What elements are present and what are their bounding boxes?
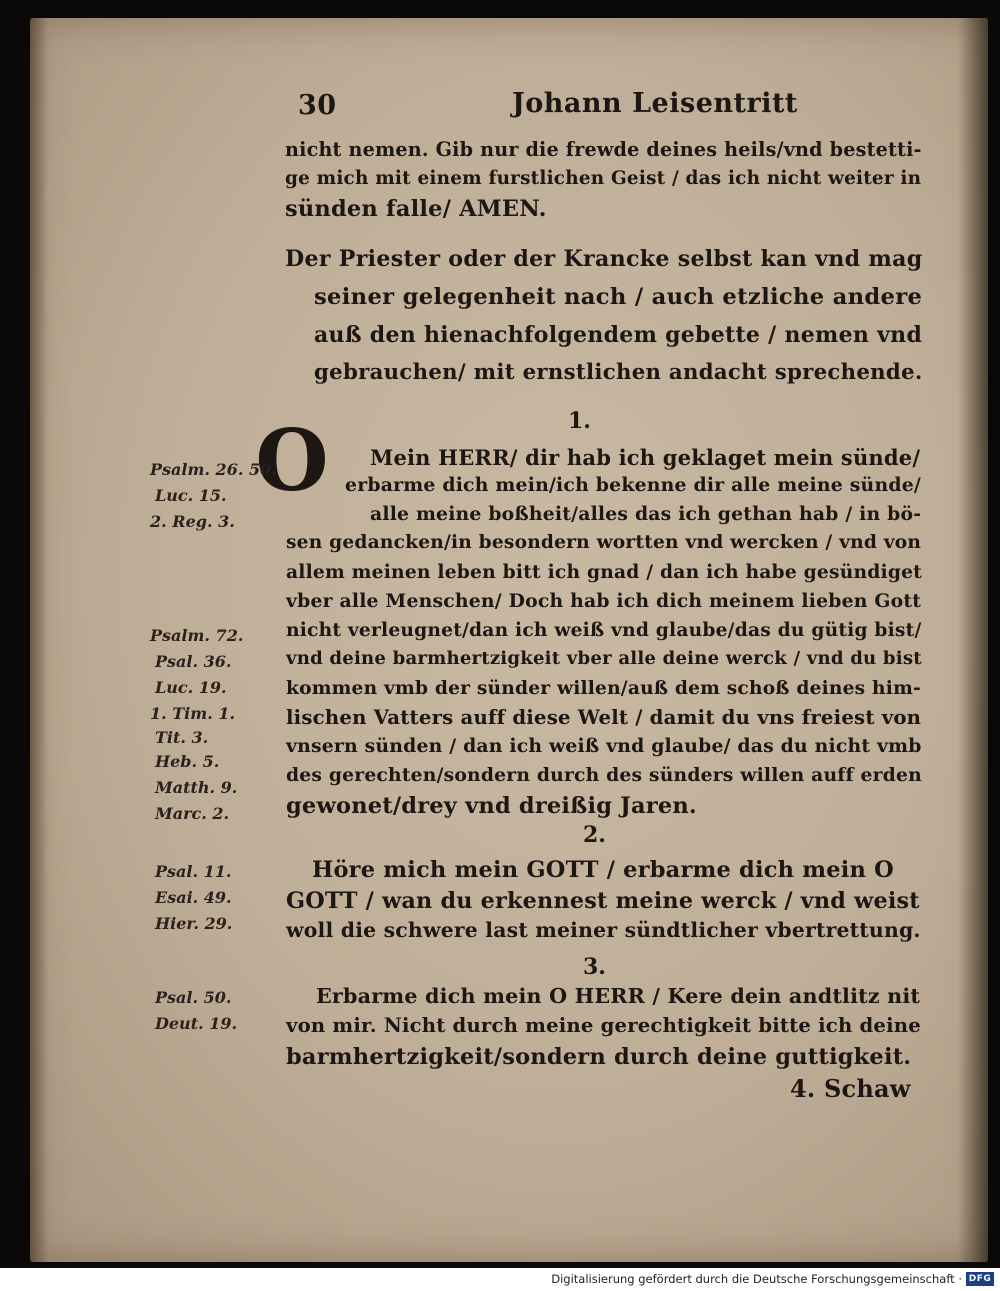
- rubric-line: gebrauchen/ mit ernstlichen andacht sprechende.: [314, 360, 923, 385]
- section1-line: vnd deine barmhertzigkeit vber alle deine werck / vnd du bist: [286, 648, 922, 669]
- section1-line: gewonet/drey vnd dreißig Jaren.: [286, 793, 697, 819]
- page-gutter-shadow: [30, 18, 48, 1262]
- section1-line: alle meine boßheit/alles das ich gethan hab / in bö-: [370, 503, 922, 525]
- section-number: 1.: [568, 408, 591, 434]
- marginal-reference: Marc. 2.: [155, 804, 230, 823]
- marginal-reference: Psalm. 26. 50.: [150, 460, 277, 479]
- marginal-reference: Esai. 49.: [155, 888, 232, 907]
- intro-line: sünden falle/ AMEN.: [285, 196, 547, 222]
- section2-line: GOTT / wan du erkennest meine werck / vnd weist: [286, 888, 920, 914]
- section2-line: Höre mich mein GOTT / erbarme dich mein O: [312, 857, 894, 883]
- section3-line: Erbarme dich mein O HERR / Kere dein andtlitz nit: [316, 984, 921, 1008]
- marginal-reference: 2. Reg. 3.: [150, 512, 235, 531]
- marginal-reference: Psal. 11.: [155, 862, 232, 881]
- rubric-line: Der Priester oder der Krancke selbst kan vnd mag: [285, 246, 923, 272]
- marginal-reference: Psal. 36.: [155, 652, 232, 671]
- section3-line: barmhertzigkeit/sondern durch deine guttigkeit.: [286, 1044, 912, 1070]
- marginal-reference: Tit. 3.: [155, 728, 209, 747]
- marginal-reference: Deut. 19.: [155, 1014, 238, 1033]
- marginal-reference: 1. Tim. 1.: [150, 704, 236, 723]
- section1-line: kommen vmb der sünder willen/auß dem schoß deines him-: [286, 677, 921, 699]
- marginal-reference: Matth. 9.: [155, 778, 238, 797]
- marginal-reference: Heb. 5.: [155, 752, 220, 771]
- section3-line: von mir. Nicht durch meine gerechtigkeit bitte ich deine: [286, 1014, 921, 1037]
- section-number: 2.: [583, 822, 606, 848]
- section1-line: vnsern sünden / dan ich weiß vnd glaube/ das du nicht vmb: [286, 735, 922, 757]
- marginal-reference: Luc. 19.: [155, 678, 227, 697]
- page-edge-shadow: [958, 18, 988, 1262]
- intro-line: nicht nemen. Gib nur die frewde deines heils/vnd bestetti-: [285, 138, 922, 161]
- section1-line: vber alle Menschen/ Doch hab ich dich meinem lieben Gott: [286, 590, 922, 612]
- page-number: 30: [298, 90, 337, 121]
- intro-line: ge mich mit einem furstlichen Geist / das ich nicht weiter in: [285, 168, 922, 189]
- marginal-reference: Hier. 29.: [155, 914, 233, 933]
- marginal-reference: Psal. 50.: [155, 988, 232, 1007]
- section1-line: nicht verleugnet/dan ich weiß vnd glaube/das du gütig bist/: [286, 619, 922, 641]
- decorated-initial: O: [255, 411, 329, 510]
- rubric-line: seiner gelegenheit nach / auch etzliche andere: [314, 284, 923, 310]
- rubric-line: auß den hienachfolgendem gebette / nemen vnd: [314, 322, 923, 348]
- section1-line: des gerechten/sondern durch des sünders willen auff erden: [286, 764, 922, 786]
- section1-line: lischen Vatters auff diese Welt / damit du vns freiest von: [286, 706, 922, 729]
- section1-line: Mein HERR/ dir hab ich geklaget mein sünde/: [370, 445, 921, 470]
- running-title: Johann Leisentritt: [512, 88, 798, 119]
- funding-notice: Digitalisierung gefördert durch die Deutsche Forschungsgemeinschaft ·: [551, 1272, 962, 1286]
- marginal-reference: Luc. 15.: [155, 486, 227, 505]
- catchword: 4. Schaw: [790, 1074, 911, 1103]
- section1-line: allem meinen leben bitt ich gnad / dan ich habe gesündiget: [286, 561, 923, 583]
- dfg-logo-icon: DFG: [966, 1272, 994, 1286]
- marginal-reference: Psalm. 72.: [150, 626, 244, 645]
- section1-line: erbarme dich mein/ich bekenne dir alle meine sünde/: [345, 474, 921, 496]
- footer-bar: [0, 1268, 1000, 1291]
- section2-line: woll die schwere last meiner sündtlicher vbertrettung.: [286, 918, 921, 942]
- section1-line: sen gedancken/in besondern wortten vnd wercken / vnd von: [286, 532, 922, 553]
- section-number: 3.: [583, 954, 606, 980]
